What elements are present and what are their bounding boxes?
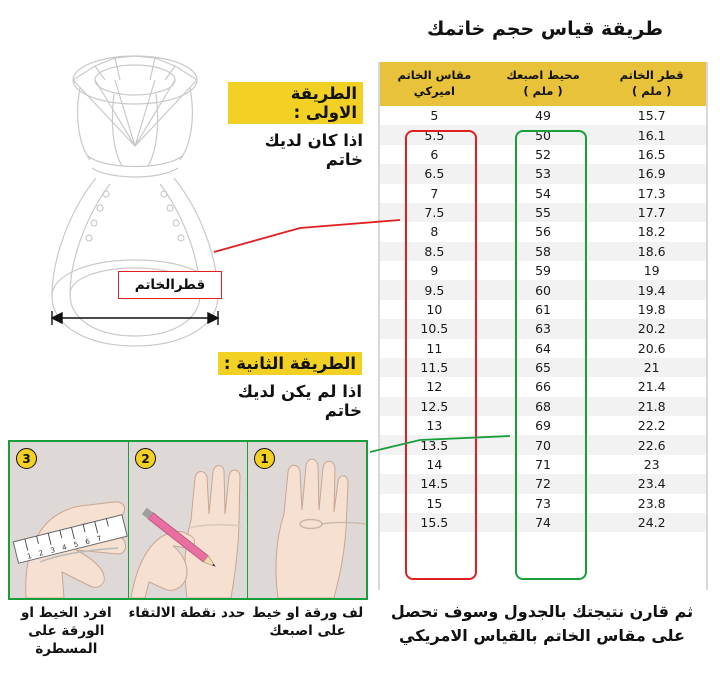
step-badge-3: 3 — [16, 448, 37, 469]
cell-circumference: 49 — [489, 106, 598, 125]
step-panel-1 — [247, 442, 366, 598]
cell-diameter: 20.2 — [597, 319, 706, 338]
cell-us-size: 9.5 — [380, 280, 489, 299]
table-row — [380, 474, 706, 493]
cell-us-size: 13 — [380, 416, 489, 435]
cell-circumference: 64 — [489, 339, 598, 358]
table-row — [380, 184, 706, 203]
cell-diameter: 15.7 — [597, 106, 706, 125]
cell-diameter: 23.4 — [597, 474, 706, 493]
cell-us-size: 15 — [380, 494, 489, 513]
cell-us-size: 11 — [380, 339, 489, 358]
table-row — [380, 145, 706, 164]
cell-circumference: 70 — [489, 435, 598, 454]
step-badge-1: 1 — [254, 448, 275, 469]
cell-circumference: 65 — [489, 358, 598, 377]
diameter-arrow — [52, 311, 218, 325]
cell-circumference: 53 — [489, 164, 598, 183]
svg-text:5: 5 — [72, 540, 80, 550]
ring-illustration — [10, 28, 260, 358]
cell-diameter: 16.5 — [597, 145, 706, 164]
cell-circumference: 52 — [489, 145, 598, 164]
table-header-row — [380, 62, 706, 106]
cell-circumference: 74 — [489, 513, 598, 532]
cell-us-size: 10.5 — [380, 319, 489, 338]
ring-size-table-container — [378, 62, 708, 590]
cell-circumference: 66 — [489, 377, 598, 396]
method-two-subtitle: اذا لم يكن لديك خاتم — [237, 382, 362, 420]
cell-us-size: 6.5 — [380, 164, 489, 183]
table-row — [380, 242, 706, 261]
cell-us-size: 7 — [380, 184, 489, 203]
table-row — [380, 377, 706, 396]
cell-us-size: 7.5 — [380, 203, 489, 222]
svg-text:7: 7 — [96, 534, 103, 544]
cell-circumference: 60 — [489, 280, 598, 299]
cell-circumference: 72 — [489, 474, 598, 493]
table-header-us-size: مقاس الخاتم اميركي — [380, 62, 489, 106]
table-header-diameter: قطر الخاتم ( ملم ) — [597, 62, 706, 106]
method-two-label — [212, 352, 362, 420]
table-row — [380, 300, 706, 319]
table-row — [380, 416, 706, 435]
cell-us-size: 8.5 — [380, 242, 489, 261]
svg-text:3: 3 — [49, 546, 56, 555]
cell-circumference: 69 — [489, 416, 598, 435]
cell-circumference: 71 — [489, 455, 598, 474]
cell-us-size: 13.5 — [380, 435, 489, 454]
step-badge-2: 2 — [135, 448, 156, 469]
cell-us-size: 9 — [380, 261, 489, 280]
table-row — [380, 222, 706, 241]
panel-caption-1: لف ورقة او خيط على اصبعك — [252, 605, 364, 640]
cell-us-size: 11.5 — [380, 358, 489, 377]
method-one-label — [228, 82, 363, 169]
svg-text:2: 2 — [37, 549, 45, 558]
table-row — [380, 203, 706, 222]
measuring-steps-panels — [8, 440, 368, 600]
panel-captions — [6, 604, 368, 659]
ring-size-table — [380, 62, 706, 532]
ring-diameter-label: قطرالخاتم — [118, 271, 222, 299]
table-row — [380, 125, 706, 144]
cell-diameter: 23 — [597, 455, 706, 474]
bottom-note: ثم قارن نتيجتك بالجدول وسوف تحصل على مقاس الخاتم بالقياس الامريكي — [390, 602, 694, 645]
cell-us-size: 12.5 — [380, 397, 489, 416]
cell-diameter: 21 — [597, 358, 706, 377]
cell-circumference: 73 — [489, 494, 598, 513]
cell-diameter: 16.9 — [597, 164, 706, 183]
cell-diameter: 18.6 — [597, 242, 706, 261]
cell-us-size: 8 — [380, 222, 489, 241]
cell-diameter: 20.6 — [597, 339, 706, 358]
panel-caption-3: افرد الخيط او الورقة على المسطرة — [21, 605, 112, 658]
cell-circumference: 59 — [489, 261, 598, 280]
table-row — [380, 494, 706, 513]
cell-circumference: 61 — [489, 300, 598, 319]
ring-drawing-svg — [10, 28, 260, 358]
method-one-subtitle: اذا كان لديك خاتم — [264, 131, 363, 169]
cell-circumference: 55 — [489, 203, 598, 222]
table-row — [380, 164, 706, 183]
cell-circumference: 54 — [489, 184, 598, 203]
cell-diameter: 24.2 — [597, 513, 706, 532]
svg-text:1: 1 — [26, 551, 33, 561]
panel-caption-2: حدد نقطة الالتقاء — [128, 605, 246, 621]
svg-text:4: 4 — [61, 543, 68, 553]
table-row — [380, 280, 706, 299]
cell-us-size: 5.5 — [380, 125, 489, 144]
cell-us-size: 12 — [380, 377, 489, 396]
table-row — [380, 358, 706, 377]
table-header-circumference: محيط اصبعك ( ملم ) — [489, 62, 598, 106]
cell-diameter: 19 — [597, 261, 706, 280]
cell-diameter: 17.7 — [597, 203, 706, 222]
cell-diameter: 16.1 — [597, 125, 706, 144]
cell-diameter: 22.2 — [597, 416, 706, 435]
table-row — [380, 513, 706, 532]
cell-circumference: 50 — [489, 125, 598, 144]
cell-diameter: 22.6 — [597, 435, 706, 454]
cell-diameter: 19.4 — [597, 280, 706, 299]
table-row — [380, 455, 706, 474]
cell-us-size: 5 — [380, 106, 489, 125]
page-title: طريقة قياس حجم خاتمك — [426, 18, 664, 40]
svg-text:6: 6 — [84, 537, 91, 547]
cell-circumference: 58 — [489, 242, 598, 261]
table-row — [380, 339, 706, 358]
cell-us-size: 10 — [380, 300, 489, 319]
method-one-title: الطريقة الاولى : — [228, 82, 363, 124]
cell-us-size: 15.5 — [380, 513, 489, 532]
table-row — [380, 261, 706, 280]
cell-diameter: 18.2 — [597, 222, 706, 241]
table-row — [380, 319, 706, 338]
cell-diameter: 23.8 — [597, 494, 706, 513]
step-panel-3 — [10, 442, 128, 598]
cell-diameter: 19.8 — [597, 300, 706, 319]
table-row — [380, 435, 706, 454]
cell-circumference: 63 — [489, 319, 598, 338]
cell-circumference: 68 — [489, 397, 598, 416]
cell-diameter: 21.4 — [597, 377, 706, 396]
table-row — [380, 106, 706, 125]
cell-us-size: 14.5 — [380, 474, 489, 493]
method-two-title: الطريقة الثانية : — [218, 352, 362, 375]
cell-us-size: 14 — [380, 455, 489, 474]
step-panel-2 — [128, 442, 247, 598]
cell-diameter: 21.8 — [597, 397, 706, 416]
cell-us-size: 6 — [380, 145, 489, 164]
cell-diameter: 17.3 — [597, 184, 706, 203]
cell-circumference: 56 — [489, 222, 598, 241]
table-row — [380, 397, 706, 416]
